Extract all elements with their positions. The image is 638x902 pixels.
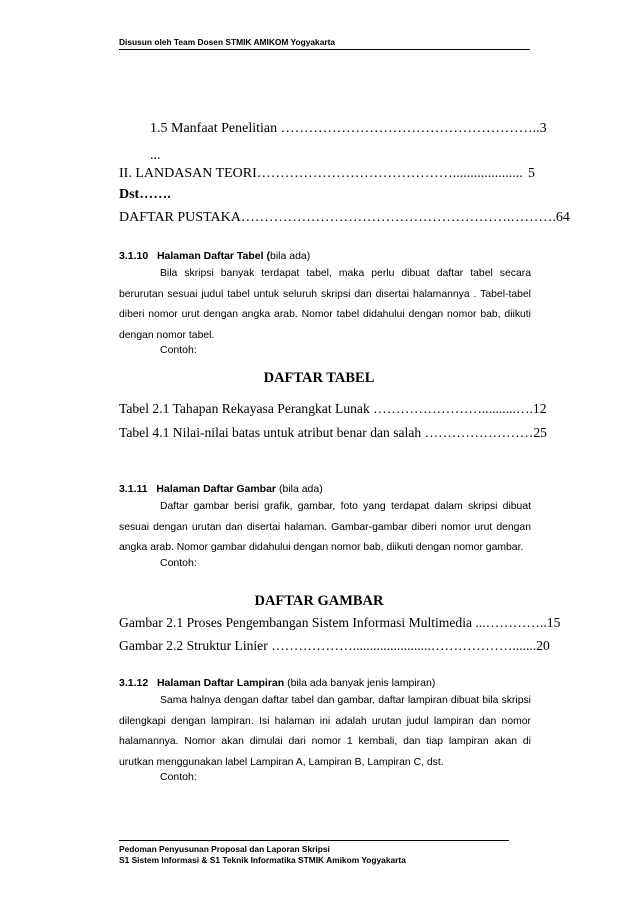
toc-page: 64 <box>555 210 570 225</box>
paragraph-text: Sama halnya dengan daftar tabel dan gambar, daftar lampiran dibuat bila skripsi dilengkapi dengan lampiran. Isi halaman ini adalah urutan judul lampiran dan nomor halamannya. Nomor akan dimulai dari nomor 1 kembali, dan tiap lampiran akan di urutkan menggunakan label Lampiran A, Lampiran B, Lampiran C, dst. <box>119 695 531 768</box>
paragraph-text: Bila skripsi banyak terdapat tabel, maka perlu dibuat daftar tabel secara berurutan sesuai judul tabel untuk seluruh skripsi dan disertai halamannya . Tabel-tabel diberi nomor urut dengan angka arab. Nomor tabel didahului dengan nomor bab, diikuti dengan nomor tabel. <box>119 268 531 341</box>
toc-leader: …………………………………….................... <box>256 166 523 181</box>
contoh-label: Contoh: <box>160 557 197 569</box>
daftar-tabel-title: DAFTAR TABEL <box>263 370 375 386</box>
gambar-leader: ……………….......................………………....... <box>271 638 537 653</box>
tabel-row <box>119 425 547 441</box>
paragraph-text: Daftar gambar berisi grafik, gambar, foto yang terdapat dalam skripsi dibuat sesuai dengan urutan dan disertai halaman. Gambar-gambar diberi nomor urut dengan angka arab. Nomor gambar didahului dengan nomor bab, diikuti dengan nomor gambar. <box>119 501 531 553</box>
footer-line-1: Pedoman Penyusunan Proposal dan Laporan Skripsi <box>119 844 330 854</box>
gambar-label: Gambar 2.2 Struktur Linier <box>119 638 272 653</box>
toc-label: 1.5 Manfaat Penelitian <box>150 121 281 136</box>
toc-page: 5 <box>528 166 535 181</box>
toc-label: DAFTAR PUSTAKA <box>119 210 241 225</box>
section-title: Halaman Daftar Gambar <box>156 483 277 495</box>
section-body-3-1-11 <box>119 497 531 559</box>
tabel-leader: ……………………..........…. <box>373 401 533 416</box>
tabel-page: 25 <box>533 425 547 440</box>
daftar-gambar-title: DAFTAR GAMBAR <box>254 593 384 609</box>
footer-divider <box>119 840 509 841</box>
contoh-label: Contoh: <box>160 771 197 783</box>
gambar-page: 15 <box>546 615 561 630</box>
contoh-label: Contoh: <box>160 344 197 356</box>
toc-item-1-5 <box>150 121 547 137</box>
gambar-label: Gambar 2.1 Proses Pengembangan Sistem Informasi Multimedia <box>119 615 476 630</box>
toc-item-II <box>119 166 535 182</box>
gambar-row <box>119 638 550 654</box>
toc-leader: ……………………………………………….. <box>280 121 540 136</box>
section-number: 3.1.10 <box>119 250 149 262</box>
toc-ellipsis: ... <box>150 148 161 163</box>
section-number: 3.1.11 <box>119 483 148 495</box>
toc-label: II. LANDASAN TEORI <box>119 166 257 181</box>
gambar-row <box>119 615 561 631</box>
header-divider <box>119 49 530 50</box>
section-heading-3-1-12 <box>119 677 435 689</box>
section-number: 3.1.12 <box>119 677 149 689</box>
toc-leader: ………………………………………………….………. <box>240 210 556 225</box>
tabel-leader: …………………… <box>424 425 534 440</box>
gambar-leader: ...………….. <box>475 615 547 630</box>
toc-item-pustaka <box>119 210 570 226</box>
toc-dst: Dst……. <box>119 187 171 202</box>
section-title: Halaman Daftar Tabel ( <box>156 250 270 262</box>
section-suffix: bila ada) <box>269 250 311 262</box>
tabel-label: Tabel 4.1 Nilai-nilai batas untuk atribut benar dan salah <box>119 425 425 440</box>
tabel-row <box>119 401 547 417</box>
footer-line-2: S1 Sistem Informasi & S1 Teknik Informatika STMIK Amikom Yogyakarta <box>119 855 406 865</box>
section-suffix: (bila ada banyak jenis lampiran) <box>284 677 436 689</box>
section-body-3-1-10 <box>119 264 531 346</box>
section-body-3-1-12 <box>119 691 531 773</box>
section-title: Halaman Daftar Lampiran <box>156 677 285 689</box>
tabel-page: 12 <box>532 401 547 416</box>
gambar-page: 20 <box>536 638 550 653</box>
tabel-label: Tabel 2.1 Tahapan Rekayasa Perangkat Lunak <box>119 401 374 416</box>
toc-page: 3 <box>539 121 547 136</box>
section-heading-3-1-11 <box>119 483 323 495</box>
section-heading-3-1-10 <box>119 250 310 262</box>
page-header: Disusun oleh Team Dosen STMIK AMIKOM Yogyakarta <box>119 37 336 47</box>
section-suffix: (bila ada) <box>276 483 323 495</box>
